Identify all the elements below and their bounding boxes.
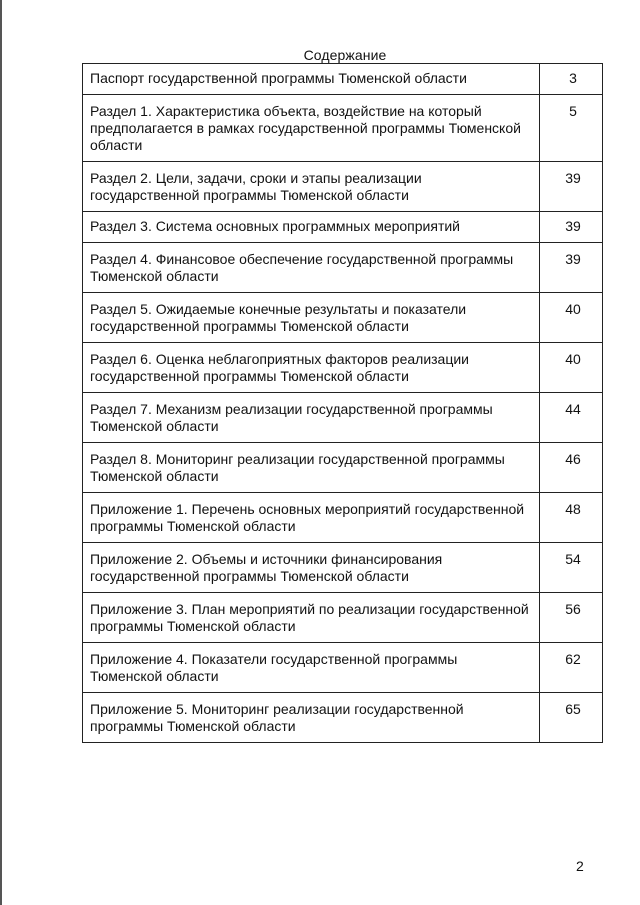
toc-entry-page: 48 — [540, 493, 603, 543]
toc-entry-page: 40 — [540, 343, 603, 393]
toc-heading: Содержание — [303, 47, 387, 63]
toc-entry-title: Паспорт государственной программы Тюменской области — [83, 64, 540, 95]
toc-row — [83, 64, 603, 95]
toc-row — [83, 443, 603, 493]
toc-entry-page: 5 — [540, 95, 603, 162]
toc-entry-title: Приложение 3. План мероприятий по реализации государственной программы Тюменской области — [83, 593, 540, 643]
toc-row — [83, 162, 603, 212]
toc-entry-page: 56 — [540, 593, 603, 643]
toc-row — [83, 243, 603, 293]
toc-row — [83, 293, 603, 343]
toc-row — [83, 643, 603, 693]
toc-entry-title: Раздел 2. Цели, задачи, сроки и этапы реализации государственной программы Тюменской области — [83, 162, 540, 212]
toc-entry-page: 65 — [540, 693, 603, 743]
toc-entry-title: Раздел 4. Финансовое обеспечение государственной программы Тюменской области — [83, 243, 540, 293]
page-number: 2 — [576, 858, 584, 874]
toc-entry-title: Раздел 7. Механизм реализации государственной программы Тюменской области — [83, 393, 540, 443]
toc-entry-title: Приложение 1. Перечень основных мероприятий государственной программы Тюменской области — [83, 493, 540, 543]
toc-row — [83, 343, 603, 393]
toc-entry-page: 54 — [540, 543, 603, 593]
toc-row — [83, 693, 603, 743]
toc-row — [83, 543, 603, 593]
toc-body — [83, 64, 603, 743]
toc-row — [83, 493, 603, 543]
toc-entry-title: Приложение 4. Показатели государственной программы Тюменской области — [83, 643, 540, 693]
toc-entry-title: Раздел 8. Мониторинг реализации государственной программы Тюменской области — [83, 443, 540, 493]
toc-entry-page: 46 — [540, 443, 603, 493]
toc-row — [83, 393, 603, 443]
toc-entry-title: Раздел 6. Оценка неблагоприятных факторов реализации государственной программы Тюменской области — [83, 343, 540, 393]
toc-entry-title: Раздел 3. Система основных программных мероприятий — [83, 212, 540, 243]
toc-entry-page: 3 — [540, 64, 603, 95]
table-of-contents — [82, 63, 603, 743]
toc-row — [83, 212, 603, 243]
toc-entry-page: 39 — [540, 162, 603, 212]
toc-row — [83, 95, 603, 162]
toc-entry-page: 39 — [540, 212, 603, 243]
toc-row — [83, 593, 603, 643]
toc-entry-title: Приложение 2. Объемы и источники финансирования государственной программы Тюменской области — [83, 543, 540, 593]
toc-entry-page: 44 — [540, 393, 603, 443]
toc-entry-page: 40 — [540, 293, 603, 343]
toc-entry-title: Раздел 1. Характеристика объекта, воздействие на который предполагается в рамках государственной программы Тюменской области — [83, 95, 540, 162]
toc-entry-title: Приложение 5. Мониторинг реализации государственной программы Тюменской области — [83, 693, 540, 743]
toc-entry-title: Раздел 5. Ожидаемые конечные результаты и показатели государственной программы Тюменской области — [83, 293, 540, 343]
page-edge — [0, 0, 2, 905]
toc-entry-page: 39 — [540, 243, 603, 293]
toc-entry-page: 62 — [540, 643, 603, 693]
